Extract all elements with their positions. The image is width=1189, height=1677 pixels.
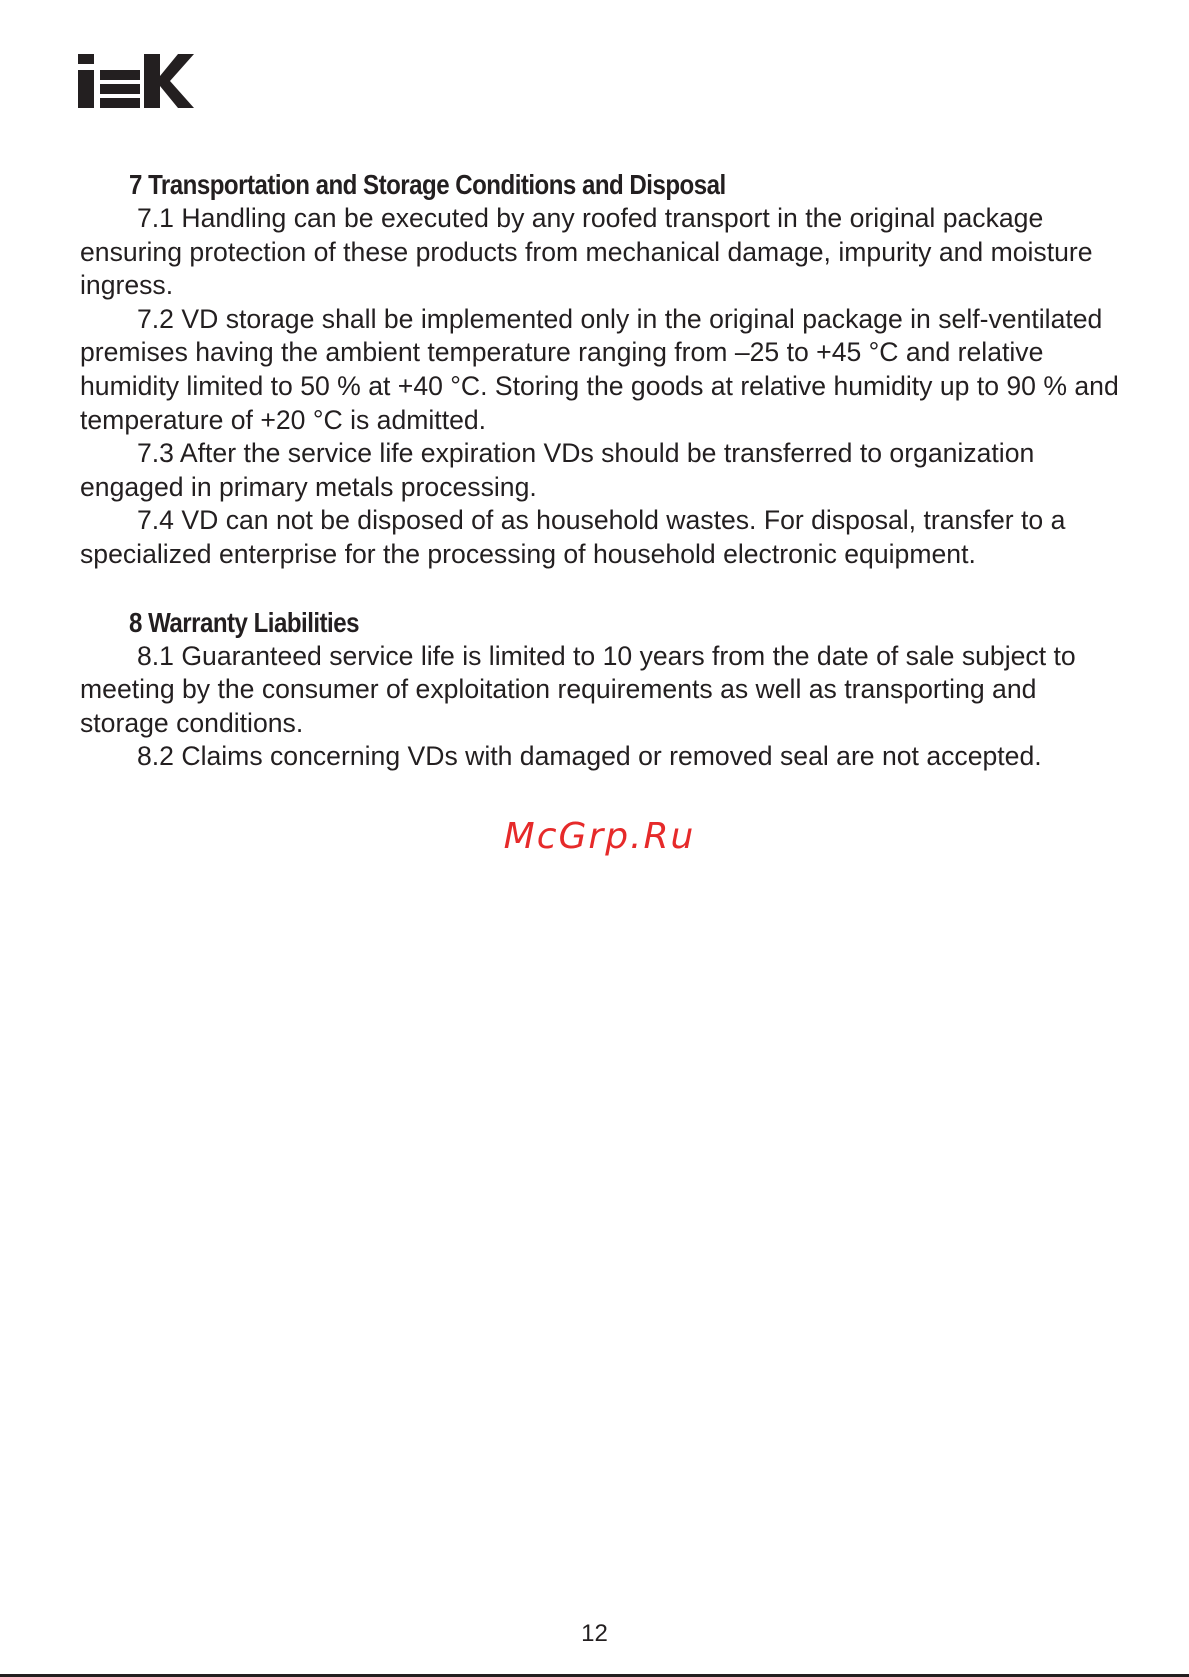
document-body <box>80 168 1120 774</box>
section-spacer <box>80 572 1120 606</box>
section-7-heading: 7 Transportation and Storage Conditions and Disposal <box>129 169 726 200</box>
paragraph-7-3: 7.3 After the service life expiration VDs should be transferred to organization engaged in primary metals processing. <box>80 438 1035 502</box>
iek-logo <box>78 54 194 113</box>
paragraph-7-4: 7.4 VD can not be disposed of as household wastes. For disposal, transfer to a specialized enterprise for the processing of household electronic equipment. <box>80 505 1066 569</box>
paragraph-8-1: 8.1 Guaranteed service life is limited to 10 years from the date of sale subject to meeting by the consumer of exploitation requirements as well as transporting and storage conditions. <box>80 640 1076 738</box>
paragraph-7-1: 7.1 Handling can be executed by any roofed transport in the original package ensuring protection of these products from mechanical damage, impurity and moisture ingress. <box>80 203 1093 301</box>
paragraph-8-2: 8.2 Claims concerning VDs with damaged or removed seal are not accepted. <box>137 741 1042 772</box>
section-8-heading: 8 Warranty Liabilities <box>129 606 359 638</box>
watermark-link[interactable]: McGrp.Ru <box>503 816 696 857</box>
paragraph-7-2: 7.2 VD storage shall be implemented only in the original package in self-ventilated premises having the ambient temperature ranging from –25 to +45 °C and relative humidity limited to 50 % at +40 °C. Storing the goods at relative humidity up to 90 % and temperature of +20 °C is admitted. <box>80 303 1119 435</box>
page-number: 12 <box>581 1620 608 1647</box>
iek-logo-mark <box>78 54 194 108</box>
